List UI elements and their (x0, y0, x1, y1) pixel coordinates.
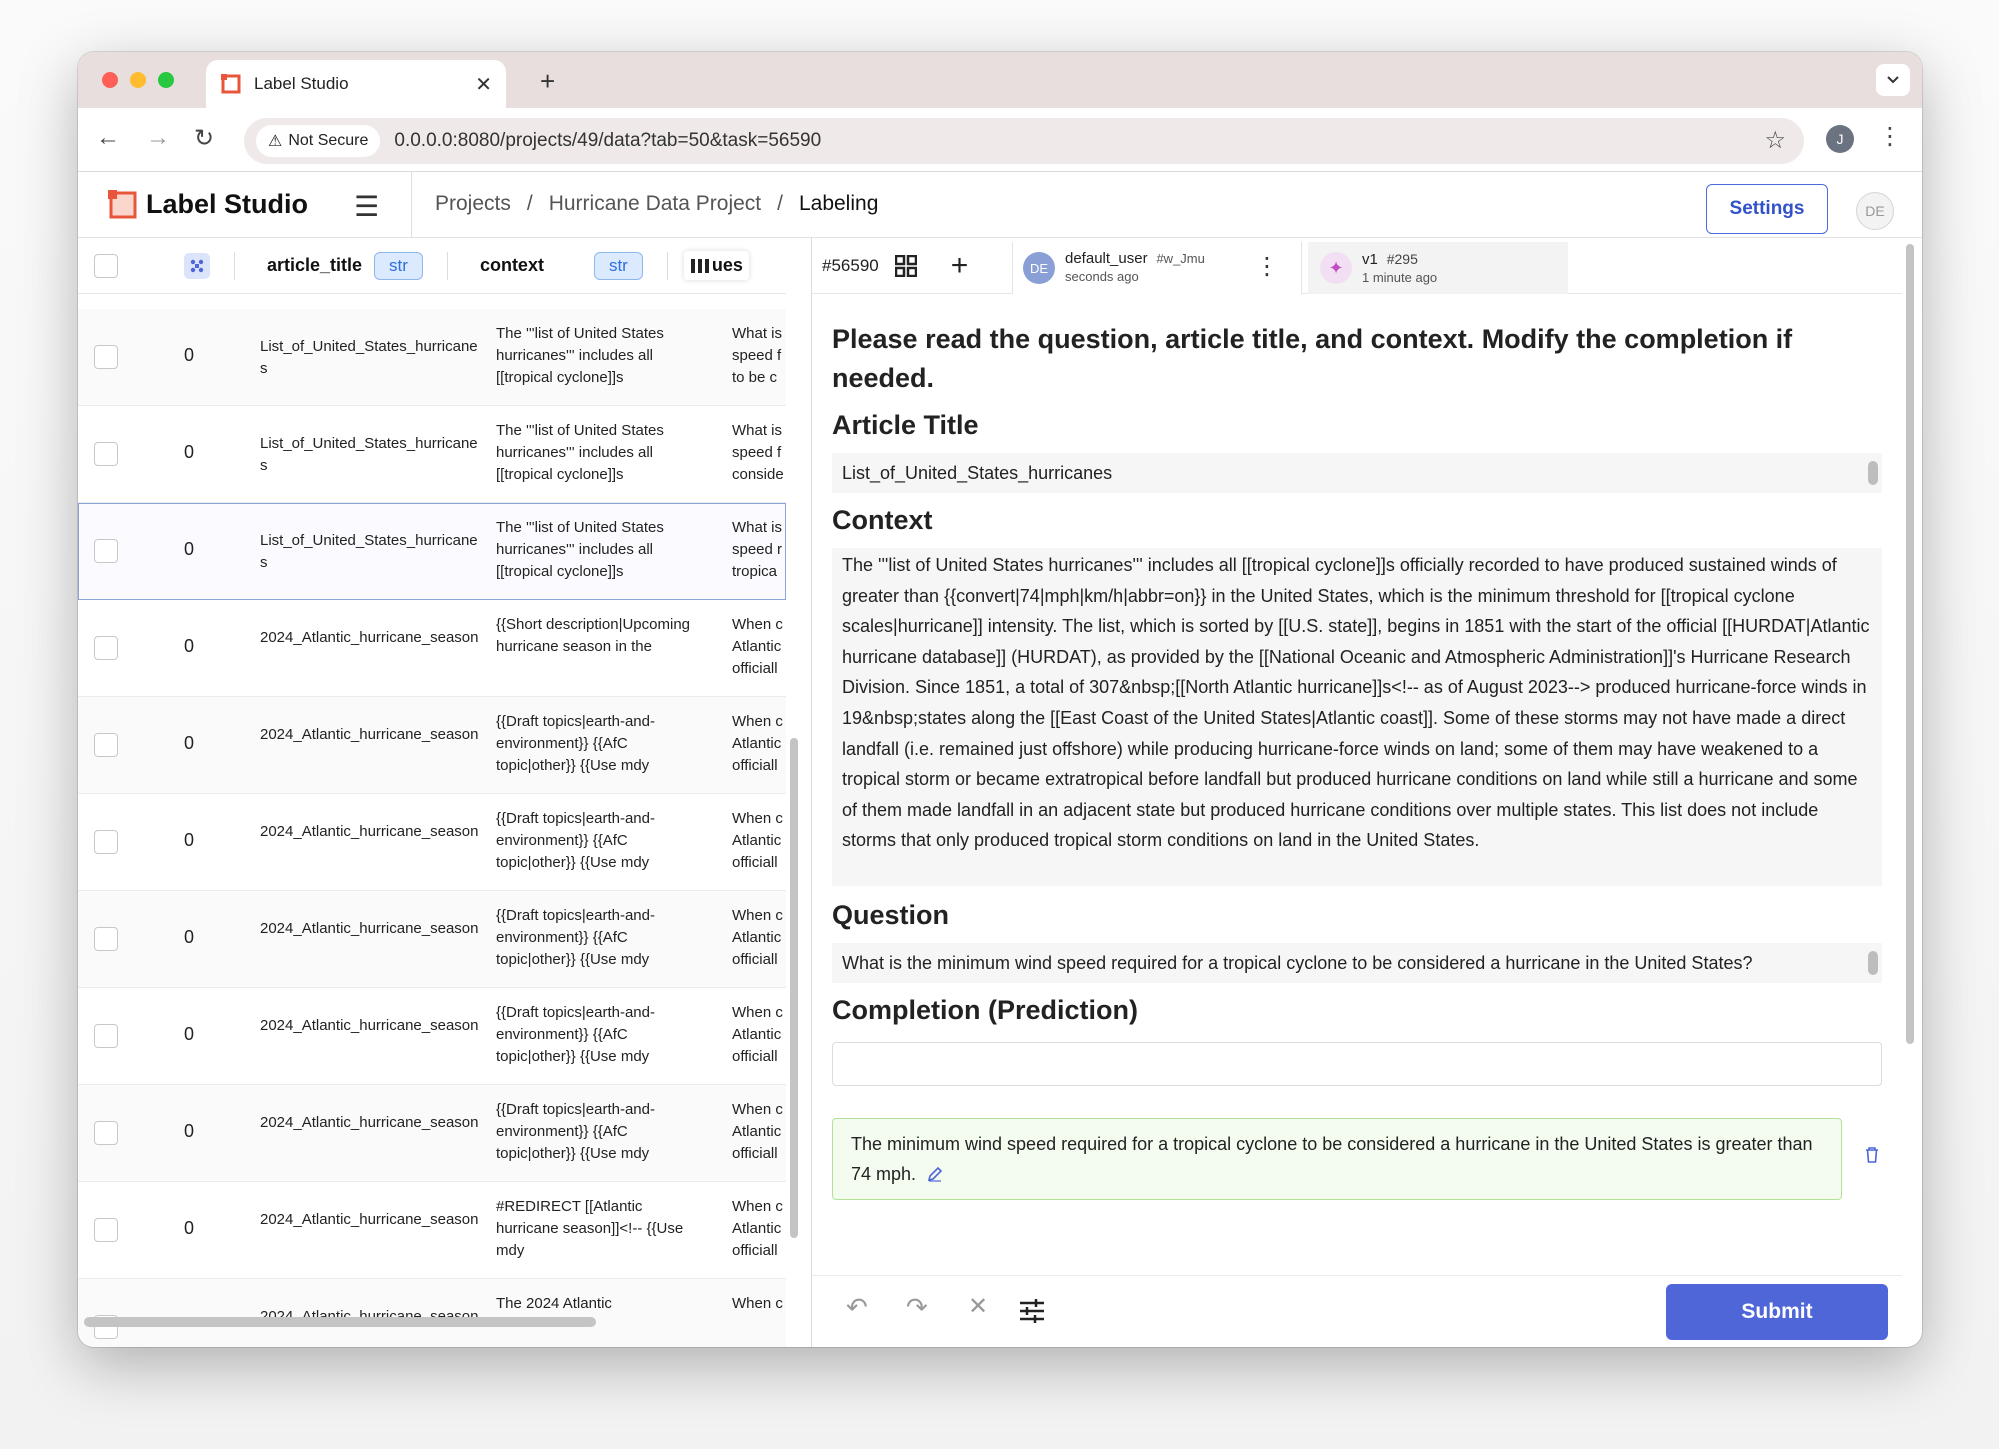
table-row[interactable] (78, 600, 786, 697)
redo-icon[interactable]: ↷ (906, 1292, 928, 1322)
resize-handle[interactable] (1868, 461, 1878, 485)
browser-tab[interactable] (206, 60, 506, 108)
close-tab-icon[interactable]: ✕ (475, 73, 492, 96)
grid-dots-icon (189, 258, 205, 274)
table-row[interactable] (78, 1182, 786, 1279)
cell-context: {{Draft topics|earth-and-environment}} {{AfC topic|other}} {{Use mdy (496, 1004, 655, 1065)
row-annotation-count: 0 (184, 539, 195, 559)
bottom-toolbar (812, 1275, 1902, 1347)
cell-question: When c Atlantic officiall (732, 1101, 783, 1162)
table-vertical-scrollbar[interactable] (790, 738, 798, 1238)
annotation-tab[interactable] (1012, 242, 1302, 294)
tab-search-button[interactable] (1876, 64, 1910, 96)
breadcrumb-projects[interactable]: Projects (435, 192, 511, 215)
cell-article-title: List_of_United_States_hurricanes (260, 435, 478, 474)
cell-article-title: 2024_Atlantic_hurricane_season (260, 629, 479, 646)
row-checkbox[interactable] (94, 830, 118, 854)
cell-context: The 2024 Atlantic (496, 1295, 612, 1312)
cell-context: The '''list of United States hurricanes''' includes all [[tropical cyclone]]s (496, 422, 664, 483)
instructions-heading: Please read the question, article title, and context. Modify the completion if needed. (832, 324, 1793, 393)
question-text: What is the minimum wind speed required for a tropical cyclone to be considered a hurricane in the United States? (842, 953, 1753, 973)
row-checkbox[interactable] (94, 1218, 118, 1242)
labeling-panel (812, 238, 1922, 1347)
annotation-menu-icon[interactable]: ⋮ (1255, 253, 1279, 280)
table-row[interactable] (78, 794, 786, 891)
type-badge: str (594, 252, 643, 280)
row-checkbox[interactable] (94, 636, 118, 660)
table-horizontal-scrollbar[interactable] (84, 1317, 596, 1327)
row-annotation-count: 0 (184, 636, 195, 656)
column-header-article-title[interactable]: article_title (267, 255, 363, 275)
chevron-down-icon (1886, 75, 1900, 85)
cell-question: When c Atlantic officiall (732, 616, 783, 677)
sparkle-icon: ✦ (1320, 252, 1352, 284)
browser-profile-avatar[interactable]: J (1826, 125, 1854, 153)
zoom-window-button[interactable] (158, 72, 174, 88)
completion-input[interactable] (832, 1042, 1882, 1086)
cell-article-title: 2024_Atlantic_hurricane_season (260, 823, 479, 840)
annotation-tag: #w_Jmu (1156, 251, 1205, 266)
row-checkbox[interactable] (94, 927, 118, 951)
labeling-content (832, 294, 1882, 1200)
table-row[interactable] (78, 406, 786, 503)
cell-article-title: 2024_Atlantic_hurricane_season (260, 920, 479, 937)
cell-context: {{Short description|Upcoming hurricane season in the (496, 616, 691, 655)
bookmark-star-icon[interactable]: ☆ (1764, 127, 1786, 154)
column-divider (234, 252, 235, 280)
label-studio-logo-icon (106, 188, 138, 220)
prediction-text-box[interactable] (832, 1118, 1842, 1200)
annotator-name: default_user (1065, 250, 1148, 267)
table-row[interactable] (78, 1085, 786, 1182)
close-window-button[interactable] (102, 72, 118, 88)
column-divider (667, 252, 668, 280)
reset-x-icon[interactable]: ✕ (968, 1293, 989, 1320)
hamburger-menu-icon[interactable]: ☰ (354, 191, 380, 222)
address-bar[interactable] (244, 118, 1804, 164)
settings-button[interactable]: Settings (1706, 184, 1828, 234)
column-divider (447, 252, 448, 280)
row-annotation-count: 0 (184, 1121, 195, 1141)
cell-context: {{Draft topics|earth-and-environment}} {{AfC topic|other}} {{Use mdy (496, 907, 655, 968)
label-studio-logo[interactable] (106, 188, 308, 220)
table-row[interactable] (78, 988, 786, 1085)
cell-question: When c Atlantic officiall (732, 907, 783, 968)
row-annotation-count: 0 (184, 733, 195, 753)
browser-window (78, 52, 1922, 1347)
task-id: #56590 (822, 255, 879, 275)
question-heading: Question (832, 900, 950, 930)
cell-context: The '''list of United States hurricanes''' includes all [[tropical cyclone]]s (496, 519, 664, 580)
settings-sliders-icon[interactable] (1018, 1298, 1046, 1324)
completion-heading: Completion (Prediction) (832, 995, 1138, 1025)
cell-question: When c Atlantic officiall (732, 810, 783, 871)
prediction-id: #295 (1386, 250, 1418, 267)
context-heading: Context (832, 505, 933, 535)
question-value (832, 943, 1882, 983)
cell-context: {{Draft topics|earth-and-environment}} {{AfC topic|other}} {{Use mdy (496, 1101, 655, 1162)
url-text[interactable]: 0.0.0.0:8080/projects/49/data?tab=50&task=56590 (394, 130, 822, 151)
column-settings-button[interactable] (184, 253, 210, 279)
back-arrow-icon[interactable]: ← (96, 124, 120, 151)
row-annotation-count: 0 (184, 345, 195, 365)
cell-question: What is speed f conside (732, 422, 784, 483)
add-annotation-icon[interactable]: + (950, 248, 969, 282)
resize-handle[interactable] (1868, 951, 1878, 975)
new-tab-button[interactable]: + (540, 66, 556, 96)
article-title-text: List_of_United_States_hurricanes (842, 463, 1113, 483)
row-annotation-count: 0 (184, 830, 195, 850)
row-checkbox[interactable] (94, 1024, 118, 1048)
row-checkbox[interactable] (94, 442, 118, 466)
row-checkbox[interactable] (94, 1121, 118, 1145)
cell-article-title: 2024_Atlantic_hurricane_season (260, 1114, 479, 1131)
breadcrumb-separator: / (777, 192, 783, 215)
table-row[interactable] (78, 697, 786, 794)
column-toggle-button[interactable] (684, 251, 749, 280)
grid-view-icon[interactable] (895, 255, 917, 277)
prediction-time: 1 minute ago (1362, 269, 1438, 285)
cell-context: {{Draft topics|earth-and-environment}} {{AfC topic|other}} {{Use mdy (496, 810, 655, 871)
article-title-heading: Article Title (832, 410, 979, 440)
cell-question: What is speed f to be c (732, 325, 783, 386)
reload-icon[interactable]: ↻ (194, 125, 215, 152)
article-title-value (832, 453, 1882, 493)
row-checkbox[interactable] (94, 345, 118, 369)
row-annotation-count: 0 (184, 1218, 195, 1238)
cell-article-title: List_of_United_States_hurricanes (260, 532, 478, 571)
table-row[interactable] (78, 309, 786, 406)
prediction-text: The minimum wind speed required for a tropical cyclone to be considered a hurricane in the United States is greater than 74 mph. (851, 1134, 1813, 1184)
breadcrumb-project[interactable]: Hurricane Data Project (548, 192, 762, 215)
row-checkbox[interactable] (94, 733, 118, 757)
annotator-avatar: DE (1023, 252, 1055, 284)
type-badge: str (374, 252, 423, 280)
select-all-checkbox[interactable] (94, 254, 118, 278)
cell-article-title: 2024_Atlantic_hurricane_season (260, 1211, 479, 1228)
prediction-row (832, 1118, 1882, 1200)
cell-article-title: 2024_Atlantic_hurricane_season (260, 1017, 479, 1034)
address-bar-row (78, 108, 1922, 172)
breadcrumb-separator: / (526, 192, 533, 215)
forward-arrow-icon[interactable]: → (146, 124, 170, 151)
task-table (78, 238, 812, 1347)
user-avatar[interactable]: DE (1856, 192, 1894, 230)
breadcrumb-current: Labeling (798, 192, 879, 215)
column-header-question: ues (711, 255, 743, 275)
column-header-context[interactable]: context (479, 255, 544, 275)
prediction-version: v1 (1362, 250, 1378, 268)
cell-article-title: List_of_United_States_hurricanes (260, 338, 478, 377)
cell-context: The '''list of United States hurricanes''' includes all [[tropical cyclone]]s (496, 325, 664, 386)
annotation-time: seconds ago (1065, 269, 1139, 284)
cell-question: When c Atlantic officiall (732, 1004, 783, 1065)
minimize-window-button[interactable] (130, 72, 146, 88)
labeling-vertical-scrollbar[interactable] (1906, 244, 1914, 1044)
breadcrumb (435, 192, 878, 216)
columns-icon (690, 258, 710, 274)
cell-question: What is speed r tropica (732, 519, 783, 580)
brand-name: Label Studio (146, 188, 308, 219)
task-toolbar (812, 238, 1902, 294)
table-body (78, 309, 786, 1347)
cell-article-title: 2024_Atlantic_hurricane_season (260, 726, 479, 743)
row-annotation-count: 0 (184, 927, 195, 947)
row-annotation-count: 0 (184, 1024, 195, 1044)
delete-trash-icon[interactable] (1864, 1146, 1880, 1164)
header-divider (411, 172, 412, 238)
cell-question: When c (732, 1295, 783, 1312)
undo-icon[interactable]: ↶ (846, 1292, 868, 1322)
table-row[interactable] (78, 891, 786, 988)
table-header (78, 238, 786, 294)
row-checkbox[interactable] (94, 539, 118, 563)
context-value: The '''list of United States hurricanes''' includes all [[tropical cyclone]]s officially recorded to have produced sustained winds of greater than {{convert|74|mph|km/h|abbr=on}} in the United States, which is the minimum threshold for [[tropical cyclone scales|hurricane]] intensity. The list, which is sorted by [[U.S. state]], begins in 1851 with the start of the official [[HURDAT|Atlantic hurricane database]] (HURDAT), as provided by the [[National Oceanic and Atmospheric Administration]]'s Hurricane Research Division. Since 1851, a total of 307&nbsp;[[North Atlantic hurricane]]s<!-- as of August 2023--> produced hurricane-force winds in 19&nbsp;states along the [[East Coast of the United States|Atlantic coast]]. Some of these storms may not have made a direct landfall (i.e. remained just offshore) while producing hurricane-force winds on land; some of them may have weakened to a tropical storm or became extratropical before landfall but produced hurricane conditions on land while still a hurricane and some of them made landfall in an adjacent state but produced hurricane conditions over multiple states. This list does not include storms that only produced tropical storm conditions on land in the United States. (832, 548, 1882, 886)
site-security-chip[interactable] (256, 125, 380, 157)
table-row[interactable] (78, 503, 786, 600)
not-secure-label: Not Secure (288, 132, 369, 149)
prediction-tab[interactable] (1308, 242, 1568, 294)
warning-triangle-icon: ⚠ (268, 133, 283, 150)
cell-question: When c Atlantic officiall (732, 713, 783, 774)
cell-question: When c Atlantic officiall (732, 1198, 783, 1259)
table-row[interactable] (78, 1279, 786, 1347)
edit-pencil-icon[interactable] (927, 1166, 943, 1182)
cell-context: {{Draft topics|earth-and-environment}} {{AfC topic|other}} {{Use mdy (496, 713, 655, 774)
tab-strip (78, 52, 1922, 108)
tab-title: Label Studio (254, 74, 349, 93)
submit-button[interactable]: Submit (1666, 1284, 1888, 1340)
cell-context: #REDIRECT [[Atlantic hurricane season]]<!-- {{Use mdy (496, 1198, 684, 1259)
app-header (78, 172, 1922, 238)
browser-menu-icon[interactable]: ⋮ (1878, 123, 1902, 150)
row-annotation-count: 0 (184, 442, 195, 462)
label-studio-favicon-icon (220, 73, 242, 95)
